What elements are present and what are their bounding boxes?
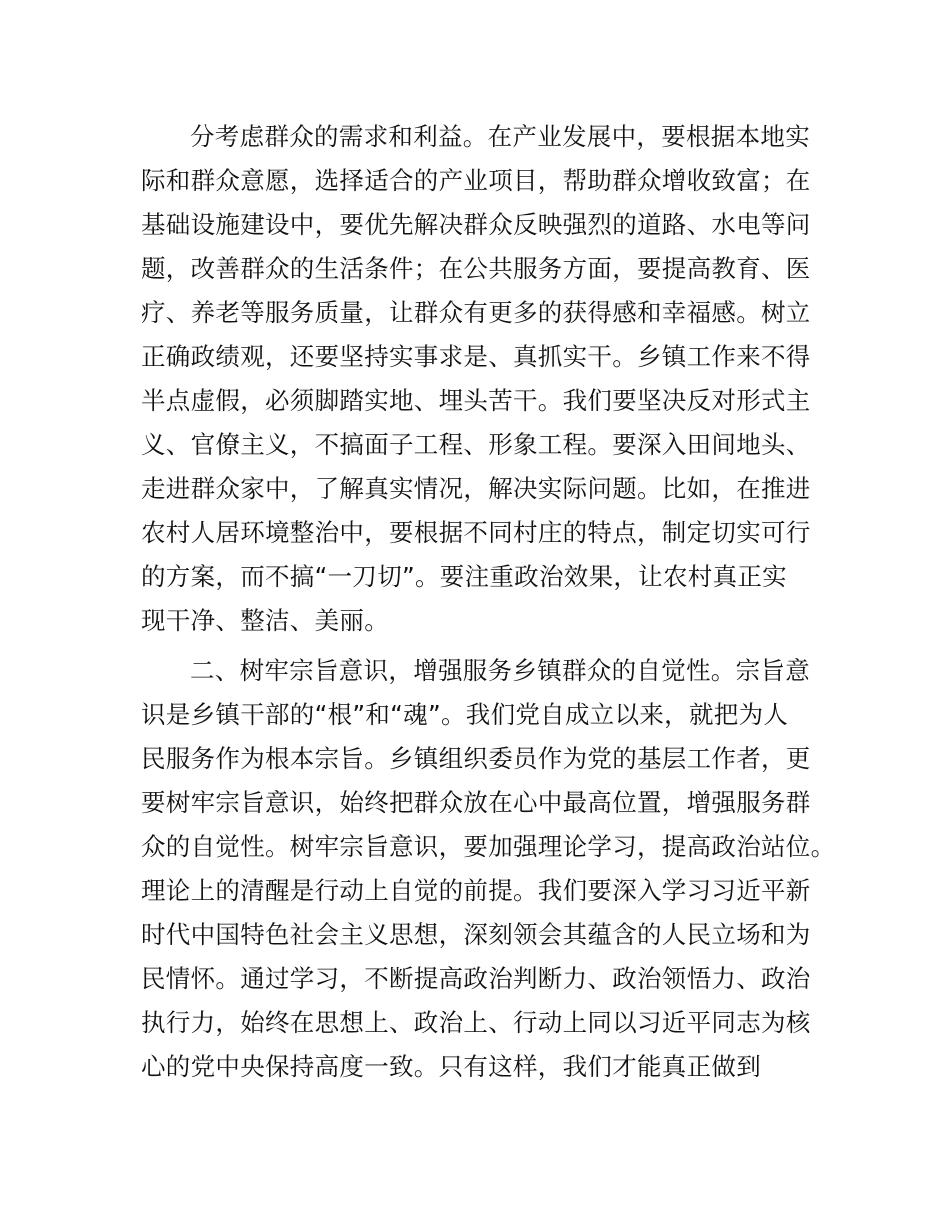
text-line: 理论上的清醒是行动上自觉的前提。我们要深入学习习近平新 [141, 876, 811, 905]
text-line: 农村人居环境整治中，要根据不同村庄的特点，制定切实可行 [141, 518, 811, 547]
text-line: 题，改善群众的生活条件；在公共服务方面，要提高教育、医 [141, 254, 811, 283]
text-line: 际和群众意愿，选择适合的产业项目，帮助群众增收致富；在 [141, 166, 811, 195]
text-line: 疗、养老等服务质量，让群众有更多的获得感和幸福感。树立 [141, 298, 811, 327]
text-line: 半点虚假，必须脚踏实地、埋头苦干。我们要坚决反对形式主 [141, 386, 811, 415]
text-line: 民服务作为根本宗旨。乡镇组织委员作为党的基层工作者，更 [141, 744, 811, 773]
text-line: 民情怀。通过学习，不断提高政治判断力、政治领悟力、政治 [141, 964, 811, 993]
text-line: 正确政绩观，还要坚持实事求是、真抓实干。乡镇工作来不得 [141, 342, 811, 371]
text-line: 走进群众家中，了解真实情况，解决实际问题。比如，在推进 [141, 474, 811, 503]
text-line: 要树牢宗旨意识，始终把群众放在心中最高位置，增强服务群 [141, 788, 811, 817]
text-line: 基础设施建设中，要优先解决群众反映强烈的道路、水电等问 [141, 210, 811, 239]
text-line: 二、树牢宗旨意识，增强服务乡镇群众的自觉性。宗旨意 [190, 656, 810, 685]
text-line: 分考虑群众的需求和利益。在产业发展中，要根据本地实 [190, 122, 810, 151]
text-line: 义、官僚主义，不搞面子工程、形象工程。要深入田间地头、 [141, 430, 811, 459]
text-line: 众的自觉性。树牢宗旨意识，要加强理论学习，提高政治站位。 [141, 832, 836, 861]
text-line: 现干净、整洁、美丽。 [141, 606, 389, 635]
text-line: 识是乡镇干部的“根”和“魂”。我们党自成立以来，就把为人 [141, 700, 789, 729]
text-line: 时代中国特色社会主义思想，深刻领会其蕴含的人民立场和为 [141, 920, 811, 949]
text-line: 的方案，而不搞“一刀切”。要注重政治效果，让农村真正实 [141, 562, 787, 591]
text-line: 心的党中央保持高度一致。只有这样，我们才能真正做到 [141, 1052, 761, 1081]
text-line: 执行力，始终在思想上、政治上、行动上同以习近平同志为核 [141, 1008, 811, 1037]
